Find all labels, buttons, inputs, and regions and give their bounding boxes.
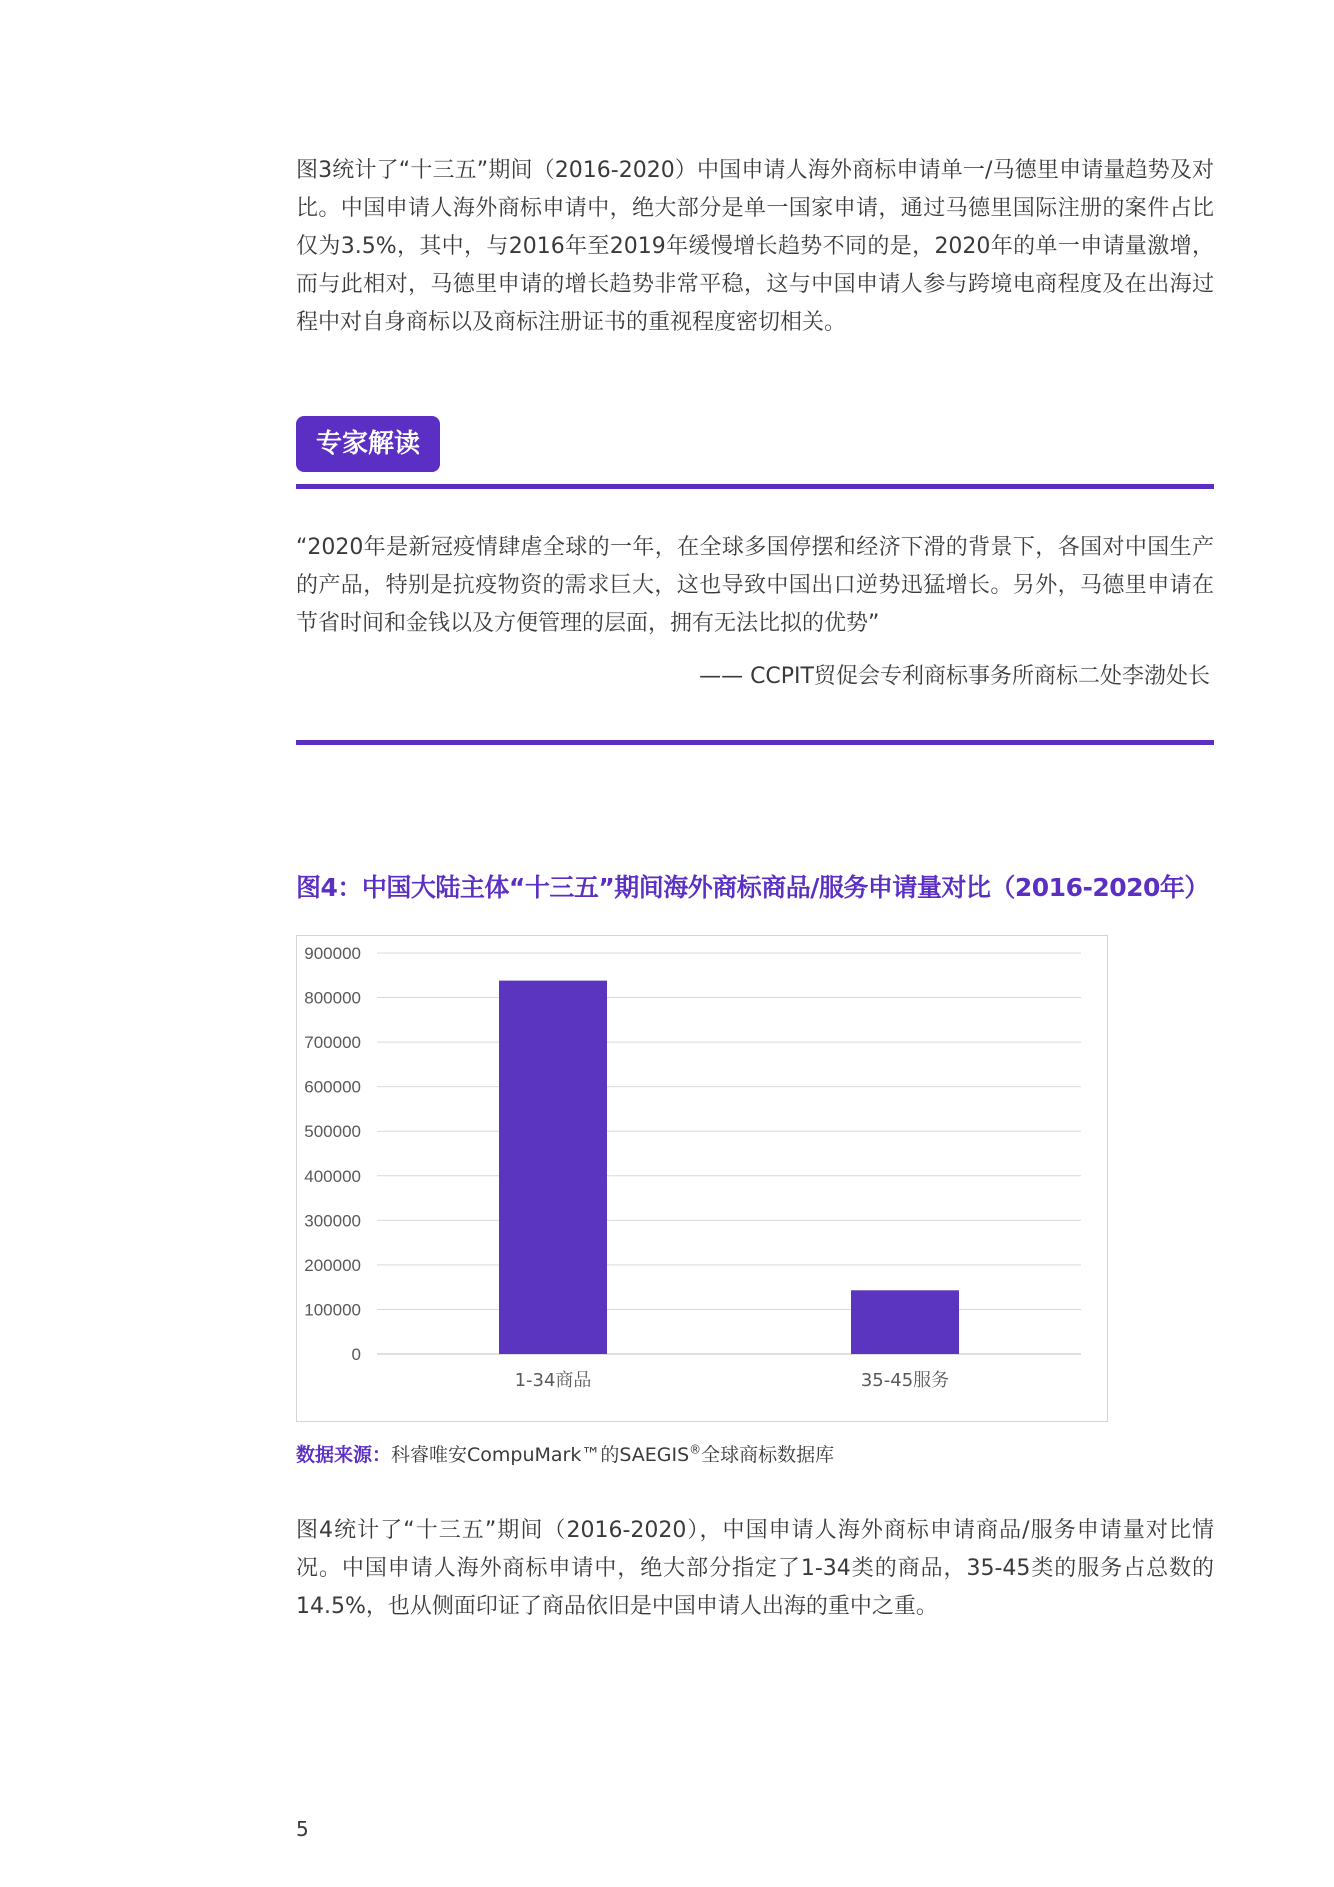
data-source-text-end: 全球商标数据库	[701, 1444, 835, 1466]
data-source	[296, 1440, 834, 1467]
y-tick-label: 900000	[304, 944, 361, 963]
conclusion-paragraph: 图4统计了“十三五”期间（2016-2020），中国申请人海外商标申请商品/服务申请量对比情况。中国申请人海外商标申请中，绝大部分指定了1-34类的商品，35-45类的服务占总数的14.5%，也从侧面印证了商品依旧是中国申请人出海的重中之重。	[296, 1518, 1214, 1619]
intro-paragraph: 图3统计了“十三五”期间（2016-2020）中国申请人海外商标申请单一/马德里申请量趋势及对比。中国申请人海外商标申请中，绝大部分是单一国家申请，通过马德里国际注册的案件占比仅为3.5%，其中，与2016年至2019年缓慢增长趋势不同的是，2020年的单一申请量激增，而与此相对，马德里申请的增长趋势非常平稳，这与中国申请人参与跨境电商程度及在出海过程中对自身商标以及商标注册证书的重视程度密切相关。	[296, 158, 1214, 335]
y-tick-label: 500000	[304, 1122, 361, 1142]
y-tick-label: 400000	[304, 1166, 361, 1186]
page-number: 5	[296, 1817, 309, 1841]
quote-attribution: —— CCPIT贸促会专利商标事务所商标二处李渤处长	[699, 664, 1210, 689]
data-source-text: 科睿唯安CompuMark™的SAEGIS	[391, 1444, 690, 1466]
y-tick-label: 800000	[304, 988, 361, 1008]
figure-title: 图4：中国大陆主体“十三五”期间海外商标商品/服务申请量对比（2016-2020年）	[296, 873, 1209, 902]
x-category-label: 1-34商品	[514, 1370, 592, 1391]
y-tick-label: 700000	[304, 1033, 361, 1053]
x-category-label: 35-45服务	[860, 1370, 950, 1391]
expert-quote: “2020年是新冠疫情肆虐全球的一年，在全球多国停摆和经济下滑的背景下，各国对中国生产的产品，特别是抗疫物资的需求巨大，这也导致中国出口逆势迅猛增长。另外，马德里申请在节省时间和金钱以及方便管理的层面，拥有无法比拟的优势”	[296, 535, 1214, 636]
y-tick-label: 600000	[304, 1077, 361, 1097]
y-tick-label: 100000	[304, 1300, 361, 1320]
bar	[851, 1290, 959, 1354]
bar-chart-svg	[297, 936, 1109, 1423]
y-tick-label: 0	[351, 1345, 361, 1364]
y-tick-label: 200000	[304, 1255, 361, 1275]
quote-bottom-divider	[296, 740, 1214, 745]
bar-chart	[296, 935, 1108, 1422]
expert-interpretation-badge: 专家解读	[296, 416, 440, 472]
y-tick-label: 300000	[304, 1211, 361, 1231]
data-source-label: 数据来源：	[296, 1444, 392, 1466]
quote-top-divider	[296, 484, 1214, 489]
bar	[499, 981, 607, 1354]
registered-mark: ®	[689, 1442, 702, 1457]
